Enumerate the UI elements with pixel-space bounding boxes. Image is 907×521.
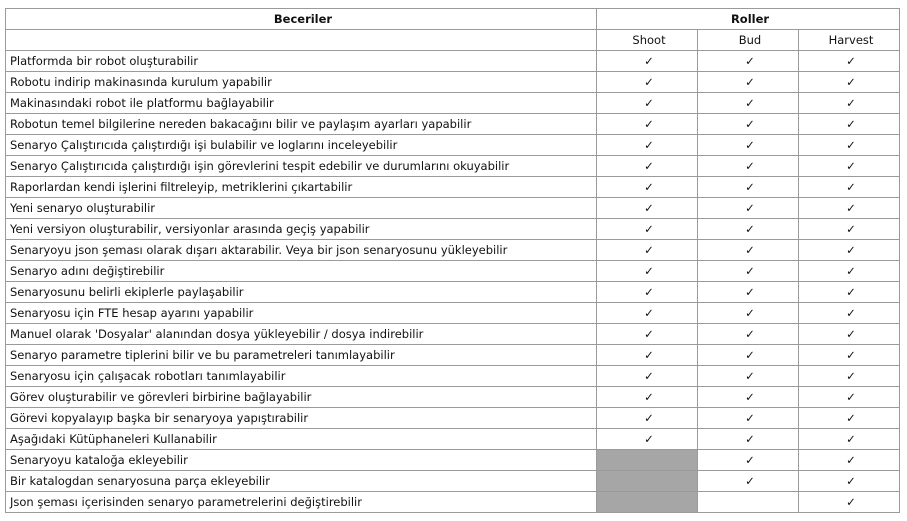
skill-cell: Senaryo Çalıştırıcıda çalıştırdığı işi bulabilir ve loglarını inceleyebilir bbox=[6, 135, 597, 156]
table-row bbox=[6, 93, 900, 114]
table-row bbox=[6, 51, 900, 72]
role-header-row bbox=[6, 30, 900, 51]
table-row bbox=[6, 387, 900, 408]
skill-cell: Raporlardan kendi işlerini filtreleyip, metriklerini çıkartabilir bbox=[6, 177, 597, 198]
skill-cell: Json şeması içerisinden senaryo parametrelerini değiştirebilir bbox=[6, 492, 597, 513]
check-icon: ✓ bbox=[698, 429, 799, 450]
check-icon: ✓ bbox=[698, 219, 799, 240]
check-icon: ✓ bbox=[698, 387, 799, 408]
table-row bbox=[6, 72, 900, 93]
role-header-bud: Bud bbox=[698, 30, 799, 51]
role-cell-shoot-unavailable bbox=[597, 450, 698, 471]
table-row bbox=[6, 135, 900, 156]
table-row bbox=[6, 492, 900, 513]
check-icon: ✓ bbox=[698, 345, 799, 366]
table-row bbox=[6, 429, 900, 450]
check-icon: ✓ bbox=[698, 282, 799, 303]
role-cell-bud-empty bbox=[698, 492, 799, 513]
check-icon: ✓ bbox=[698, 93, 799, 114]
table-row bbox=[6, 198, 900, 219]
skill-cell: Görevi kopyalayıp başka bir senaryoya yapıştırabilir bbox=[6, 408, 597, 429]
table-row bbox=[6, 408, 900, 429]
table-body bbox=[6, 51, 900, 513]
check-icon: ✓ bbox=[597, 156, 698, 177]
check-icon: ✓ bbox=[799, 324, 900, 345]
skill-cell: Platformda bir robot oluşturabilir bbox=[6, 51, 597, 72]
table-row bbox=[6, 219, 900, 240]
table-row bbox=[6, 471, 900, 492]
check-icon: ✓ bbox=[799, 198, 900, 219]
check-icon: ✓ bbox=[597, 72, 698, 93]
check-icon: ✓ bbox=[799, 303, 900, 324]
check-icon: ✓ bbox=[597, 198, 698, 219]
table-row bbox=[6, 345, 900, 366]
check-icon: ✓ bbox=[597, 219, 698, 240]
check-icon: ✓ bbox=[799, 135, 900, 156]
check-icon: ✓ bbox=[597, 282, 698, 303]
check-icon: ✓ bbox=[799, 471, 900, 492]
check-icon: ✓ bbox=[597, 51, 698, 72]
skill-cell: Bir katalogdan senaryosuna parça ekleyebilir bbox=[6, 471, 597, 492]
check-icon: ✓ bbox=[799, 450, 900, 471]
skill-cell: Senaryosu için FTE hesap ayarını yapabilir bbox=[6, 303, 597, 324]
check-icon: ✓ bbox=[597, 177, 698, 198]
check-icon: ✓ bbox=[597, 114, 698, 135]
table-row bbox=[6, 282, 900, 303]
check-icon: ✓ bbox=[799, 240, 900, 261]
check-icon: ✓ bbox=[597, 345, 698, 366]
check-icon: ✓ bbox=[799, 387, 900, 408]
check-icon: ✓ bbox=[799, 492, 900, 513]
check-icon: ✓ bbox=[597, 240, 698, 261]
check-icon: ✓ bbox=[698, 177, 799, 198]
check-icon: ✓ bbox=[597, 429, 698, 450]
skill-cell: Senaryo Çalıştırıcıda çalıştırdığı işin görevlerini tespit edebilir ve durumlarını okuyabilir bbox=[6, 156, 597, 177]
check-icon: ✓ bbox=[698, 135, 799, 156]
check-icon: ✓ bbox=[799, 366, 900, 387]
check-icon: ✓ bbox=[597, 303, 698, 324]
skill-cell: Robotun temel bilgilerine nereden bakacağını bilir ve paylaşım ayarları yapabilir bbox=[6, 114, 597, 135]
table-row bbox=[6, 450, 900, 471]
table-row bbox=[6, 156, 900, 177]
skills-header: Beceriler bbox=[6, 9, 597, 30]
skill-cell: Senaryo adını değiştirebilir bbox=[6, 261, 597, 282]
check-icon: ✓ bbox=[698, 51, 799, 72]
check-icon: ✓ bbox=[698, 240, 799, 261]
check-icon: ✓ bbox=[799, 72, 900, 93]
check-icon: ✓ bbox=[698, 114, 799, 135]
check-icon: ✓ bbox=[597, 366, 698, 387]
check-icon: ✓ bbox=[597, 408, 698, 429]
skill-cell: Görev oluşturabilir ve görevleri birbirine bağlayabilir bbox=[6, 387, 597, 408]
table-row bbox=[6, 114, 900, 135]
table-row bbox=[6, 240, 900, 261]
table-row bbox=[6, 261, 900, 282]
check-icon: ✓ bbox=[597, 261, 698, 282]
skill-cell: Senaryoyu json şeması olarak dışarı aktarabilir. Veya bir json senaryosunu yükleyebilir bbox=[6, 240, 597, 261]
check-icon: ✓ bbox=[597, 387, 698, 408]
role-header-shoot: Shoot bbox=[597, 30, 698, 51]
check-icon: ✓ bbox=[698, 72, 799, 93]
skill-cell: Aşağıdaki Kütüphaneleri Kullanabilir bbox=[6, 429, 597, 450]
role-header-harvest: Harvest bbox=[799, 30, 900, 51]
roles-header: Roller bbox=[597, 9, 900, 30]
check-icon: ✓ bbox=[698, 156, 799, 177]
table-row bbox=[6, 324, 900, 345]
check-icon: ✓ bbox=[799, 93, 900, 114]
check-icon: ✓ bbox=[698, 366, 799, 387]
table-row bbox=[6, 303, 900, 324]
check-icon: ✓ bbox=[698, 261, 799, 282]
check-icon: ✓ bbox=[698, 303, 799, 324]
check-icon: ✓ bbox=[799, 156, 900, 177]
check-icon: ✓ bbox=[698, 408, 799, 429]
skill-cell: Senaryo parametre tiplerini bilir ve bu parametreleri tanımlayabilir bbox=[6, 345, 597, 366]
skill-cell: Robotu indirip makinasında kurulum yapabilir bbox=[6, 72, 597, 93]
table-row bbox=[6, 177, 900, 198]
skill-cell: Yeni senaryo oluşturabilir bbox=[6, 198, 597, 219]
check-icon: ✓ bbox=[799, 177, 900, 198]
skill-cell: Senaryosu için çalışacak robotları tanımlayabilir bbox=[6, 366, 597, 387]
check-icon: ✓ bbox=[799, 261, 900, 282]
check-icon: ✓ bbox=[698, 450, 799, 471]
check-icon: ✓ bbox=[799, 282, 900, 303]
skill-cell: Manuel olarak 'Dosyalar' alanından dosya yükleyebilir / dosya indirebilir bbox=[6, 324, 597, 345]
skills-roles-table bbox=[5, 8, 900, 513]
check-icon: ✓ bbox=[799, 345, 900, 366]
skill-cell: Makinasındaki robot ile platformu bağlayabilir bbox=[6, 93, 597, 114]
check-icon: ✓ bbox=[799, 219, 900, 240]
skill-cell: Senaryoyu kataloğa ekleyebilir bbox=[6, 450, 597, 471]
role-cell-shoot-unavailable bbox=[597, 471, 698, 492]
check-icon: ✓ bbox=[799, 429, 900, 450]
skill-cell: Senaryosunu belirli ekiplerle paylaşabilir bbox=[6, 282, 597, 303]
check-icon: ✓ bbox=[698, 198, 799, 219]
check-icon: ✓ bbox=[799, 114, 900, 135]
check-icon: ✓ bbox=[698, 471, 799, 492]
skills-subheader-empty bbox=[6, 30, 597, 51]
skill-cell: Yeni versiyon oluşturabilir, versiyonlar arasında geçiş yapabilir bbox=[6, 219, 597, 240]
table-row bbox=[6, 366, 900, 387]
check-icon: ✓ bbox=[799, 408, 900, 429]
group-header-row bbox=[6, 9, 900, 30]
check-icon: ✓ bbox=[698, 324, 799, 345]
role-cell-shoot-unavailable bbox=[597, 492, 698, 513]
check-icon: ✓ bbox=[597, 93, 698, 114]
check-icon: ✓ bbox=[799, 51, 900, 72]
check-icon: ✓ bbox=[597, 324, 698, 345]
check-icon: ✓ bbox=[597, 135, 698, 156]
